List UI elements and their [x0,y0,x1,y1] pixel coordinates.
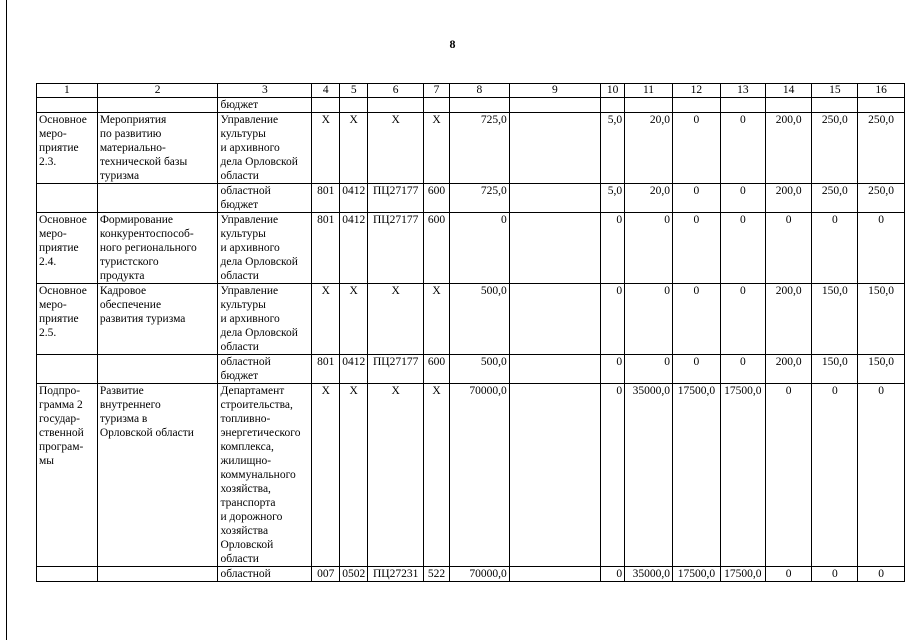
value-col11 [625,98,673,113]
kbk-grbs: 801 [312,184,340,213]
value-col9 [509,355,600,384]
cell-line: области [220,270,259,282]
event-code-cell [37,98,98,113]
cell-line: Управление [220,114,279,126]
col-header-2: 2 [97,84,218,98]
header-row [37,84,905,98]
value-col8 [450,98,510,113]
value-col8: 500,0 [450,284,510,355]
event-code-cell [37,567,98,582]
value-col16: 0 [858,567,905,582]
table-row [37,213,905,284]
kbk-vr: X [424,284,450,355]
cell-line: энергетического [220,427,301,439]
value-col15: 250,0 [812,113,858,184]
cell-line: областной [220,568,271,580]
event-name-cell [97,355,218,384]
value-col8: 725,0 [450,184,510,213]
cell-line: туризма в [99,413,148,425]
kbk-csr: ПЦ27177 [368,213,424,284]
value-col13: 0 [720,113,765,184]
cell-line: Департамент [220,385,285,397]
kbk-csr: X [368,384,424,567]
cell-line: меро- [39,299,67,311]
cell-line: Орловской области [99,427,194,439]
col-header-5: 5 [340,84,368,98]
cell-line: области [220,170,259,182]
cell-line: Основное [39,214,87,226]
value-col12: 0 [672,284,720,355]
cell-line: приятие [39,242,79,254]
cell-line: культуры [220,299,266,311]
kbk-vr: 600 [424,213,450,284]
executor-cell [218,184,312,213]
value-col16: 0 [858,213,905,284]
value-col11: 0 [625,284,673,355]
value-col9 [509,284,600,355]
value-col8: 70000,0 [450,567,510,582]
kbk-rzpr [340,98,368,113]
value-col11: 20,0 [625,113,673,184]
executor-cell [218,284,312,355]
cell-line: туризма [99,170,140,182]
value-col11: 0 [625,355,673,384]
value-col10: 0 [601,384,625,567]
cell-line: жилищно- [220,455,272,467]
value-col13: 17500,0 [720,384,765,567]
kbk-grbs: X [312,113,340,184]
event-code-cell [37,384,98,567]
kbk-rzpr: 0412 [340,213,368,284]
value-col16 [858,98,905,113]
event-name-cell [97,213,218,284]
event-code-cell [37,284,98,355]
event-code-cell [37,113,98,184]
col-header-4: 4 [312,84,340,98]
cell-line: хозяйства [220,525,269,537]
value-col10: 0 [601,355,625,384]
cell-line: Формирование [99,214,173,226]
kbk-csr: ПЦ27231 [368,567,424,582]
value-col8: 725,0 [450,113,510,184]
cell-line: конкурентоспособ- [99,228,194,240]
executor-cell [218,355,312,384]
cell-line: строительства, [220,399,293,411]
cell-line: и дорожного [220,511,283,523]
kbk-rzpr: X [340,284,368,355]
col-header-6: 6 [368,84,424,98]
cell-line: приятие [39,313,79,325]
kbk-rzpr: X [340,113,368,184]
value-col11: 0 [625,213,673,284]
value-col16: 0 [858,384,905,567]
event-code-cell [37,213,98,284]
cell-line: материально- [99,142,166,154]
event-name-cell [97,284,218,355]
kbk-vr: X [424,113,450,184]
table-row [37,384,905,567]
kbk-vr: 600 [424,184,450,213]
event-code-cell [37,184,98,213]
value-col15: 250,0 [812,184,858,213]
value-col15 [812,98,858,113]
cell-line: внутреннего [99,399,161,411]
table-body [37,84,905,582]
value-col9 [509,213,600,284]
col-header-16: 16 [858,84,905,98]
kbk-grbs: X [312,384,340,567]
value-col8: 70000,0 [450,384,510,567]
kbk-rzpr: 0412 [340,355,368,384]
value-col10: 0 [601,284,625,355]
budget-table [36,83,905,582]
value-col9 [509,184,600,213]
value-col12: 0 [672,184,720,213]
table-row [37,355,905,384]
cell-line: грамма 2 [39,399,83,411]
kbk-rzpr: X [340,384,368,567]
left-margin-rule [6,0,7,640]
cell-line: по развитию [99,128,162,140]
value-col10: 0 [601,213,625,284]
cell-line: областной [220,356,271,368]
cell-line: бюджет [220,370,259,382]
kbk-csr: X [368,284,424,355]
kbk-vr: 522 [424,567,450,582]
value-col11: 35000,0 [625,384,673,567]
cell-line: и архивного [220,313,280,325]
col-header-10: 10 [601,84,625,98]
cell-line: мы [39,455,55,467]
cell-line: государ- [39,413,80,425]
value-col10: 5,0 [601,184,625,213]
cell-line: комплекса, [220,441,274,453]
cell-line: хозяйства, [220,483,271,495]
value-col12: 0 [672,355,720,384]
value-col12: 0 [672,113,720,184]
cell-line: бюджет [220,99,259,111]
value-col13: 0 [720,213,765,284]
value-col10: 5,0 [601,113,625,184]
cell-line: топливно- [220,413,271,425]
value-col13 [720,98,765,113]
cell-line: культуры [220,128,266,140]
cell-line: Мероприятия [99,114,167,126]
cell-line: Основное [39,114,87,126]
value-col12: 17500,0 [672,384,720,567]
cell-line: технической базы [99,156,188,168]
kbk-csr: X [368,113,424,184]
table-row [37,184,905,213]
value-col15: 150,0 [812,355,858,384]
value-col8: 500,0 [450,355,510,384]
cell-line: 2.3. [39,156,57,168]
event-name-cell [97,567,218,582]
value-col14: 200,0 [765,284,812,355]
col-header-13: 13 [720,84,765,98]
value-col9 [509,384,600,567]
value-col9 [509,567,600,582]
value-col14 [765,98,812,113]
cell-line: Кадровое [99,285,147,297]
cell-line: 2.5. [39,327,57,339]
value-col11: 20,0 [625,184,673,213]
event-name-cell [97,113,218,184]
cell-line: и архивного [220,242,280,254]
value-col14: 200,0 [765,184,812,213]
value-col10: 0 [601,567,625,582]
value-col16: 250,0 [858,113,905,184]
event-name-cell [97,384,218,567]
value-col12: 17500,0 [672,567,720,582]
col-header-15: 15 [812,84,858,98]
cell-line: 2.4. [39,256,57,268]
col-header-12: 12 [672,84,720,98]
kbk-grbs: X [312,284,340,355]
event-name-cell [97,184,218,213]
table-row [37,567,905,582]
col-header-3: 3 [218,84,312,98]
kbk-vr [424,98,450,113]
value-col14: 200,0 [765,355,812,384]
cell-line: дела Орловской [220,256,298,268]
col-header-7: 7 [424,84,450,98]
executor-cell [218,98,312,113]
kbk-csr [368,98,424,113]
col-header-8: 8 [450,84,510,98]
cell-line: Основное [39,285,87,297]
table-row [37,98,905,113]
cell-line: дела Орловской [220,327,298,339]
value-col12 [672,98,720,113]
cell-line: транспорта [220,497,276,509]
cell-line: продукта [99,270,145,282]
cell-line: культуры [220,228,266,240]
table-row [37,284,905,355]
cell-line: меро- [39,128,67,140]
executor-cell [218,384,312,567]
cell-line: области [220,341,259,353]
value-col11: 35000,0 [625,567,673,582]
cell-line: програм- [39,441,84,453]
value-col9 [509,98,600,113]
col-header-9: 9 [509,84,600,98]
cell-line: развития туризма [99,313,186,325]
col-header-1: 1 [37,84,98,98]
cell-line: Развитие [99,385,144,397]
executor-cell [218,113,312,184]
kbk-csr: ПЦ27177 [368,355,424,384]
kbk-vr: 600 [424,355,450,384]
value-col9 [509,113,600,184]
event-code-cell [37,355,98,384]
cell-line: и архивного [220,142,280,154]
value-col14: 0 [765,567,812,582]
value-col13: 17500,0 [720,567,765,582]
value-col8: 0 [450,213,510,284]
cell-line: областной [220,185,271,197]
value-col15: 0 [812,384,858,567]
value-col14: 200,0 [765,113,812,184]
col-header-11: 11 [625,84,673,98]
value-col15: 150,0 [812,284,858,355]
kbk-grbs: 007 [312,567,340,582]
kbk-rzpr: 0502 [340,567,368,582]
event-name-cell [97,98,218,113]
value-col15: 0 [812,567,858,582]
value-col13: 0 [720,355,765,384]
cell-line: ственной [39,427,84,439]
cell-line: приятие [39,142,79,154]
value-col13: 0 [720,284,765,355]
cell-line: туристского [99,256,159,268]
value-col14: 0 [765,384,812,567]
cell-line: ного регионального [99,242,197,254]
executor-cell [218,567,312,582]
cell-line: дела Орловской [220,156,298,168]
kbk-vr: X [424,384,450,567]
value-col16: 250,0 [858,184,905,213]
cell-line: Управление [220,285,279,297]
cell-line: Управление [220,214,279,226]
value-col16: 150,0 [858,355,905,384]
cell-line: меро- [39,228,67,240]
cell-line: Орловской [220,539,274,551]
kbk-grbs: 801 [312,355,340,384]
cell-line: коммунального [220,469,296,481]
cell-line: бюджет [220,199,259,211]
kbk-csr: ПЦ27177 [368,184,424,213]
kbk-grbs: 801 [312,213,340,284]
value-col12: 0 [672,213,720,284]
value-col14: 0 [765,213,812,284]
col-header-14: 14 [765,84,812,98]
cell-line: Подпро- [39,385,81,397]
value-col16: 150,0 [858,284,905,355]
page-number: 8 [449,37,456,51]
kbk-grbs [312,98,340,113]
kbk-rzpr: 0412 [340,184,368,213]
table-row [37,113,905,184]
executor-cell [218,213,312,284]
cell-line: обеспечение [99,299,162,311]
value-col10 [601,98,625,113]
value-col13: 0 [720,184,765,213]
value-col15: 0 [812,213,858,284]
cell-line: области [220,553,259,565]
